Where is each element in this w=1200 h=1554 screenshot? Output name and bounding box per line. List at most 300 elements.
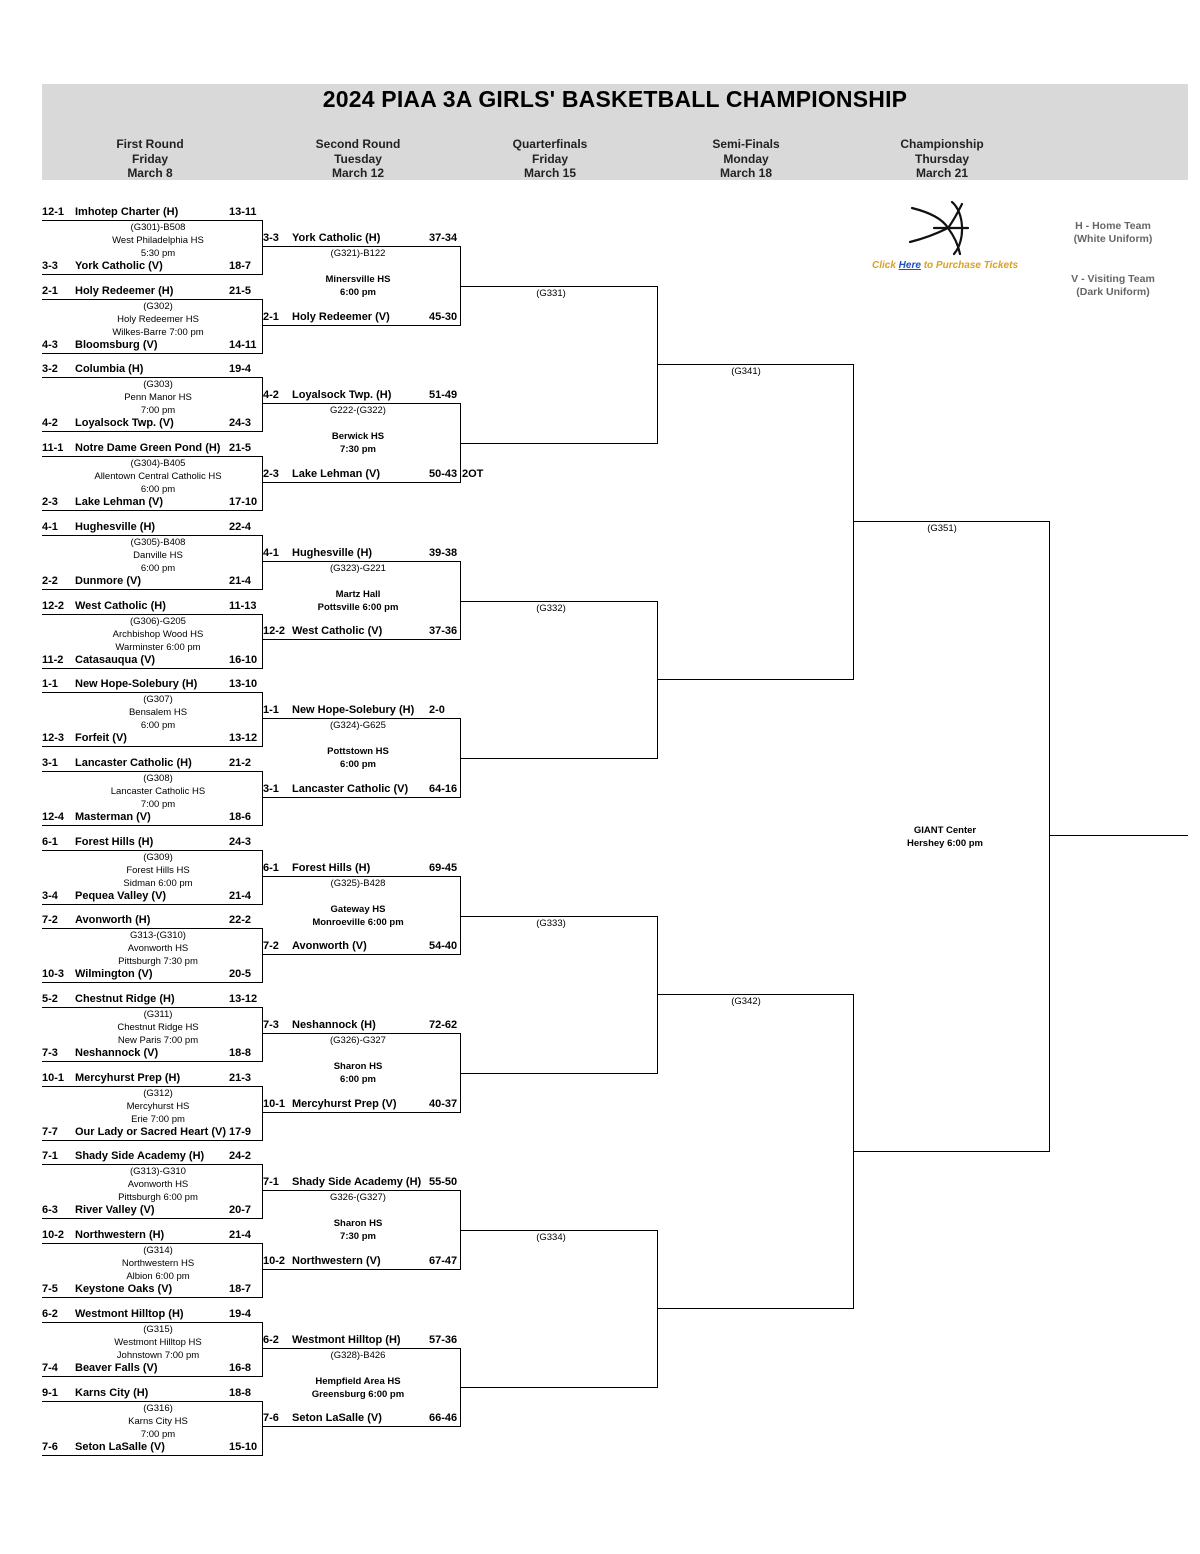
first-round-bottom-team [42,732,262,746]
semifinal-game-id: (G341) [731,366,761,377]
team-record: 22-2 [229,914,252,927]
round-header-name: Quarterfinals [512,137,588,151]
second-round-site: Pottsville 6:00 pm [317,601,399,613]
team-name: West Catholic (H) [75,599,166,612]
seed-label: 11-1 [42,442,64,455]
seed-label: 6-1 [42,835,58,848]
team-name: Wilmington (V) [75,968,153,981]
quarterfinal-game-id: (G334) [536,1232,566,1244]
first-round-top-team [42,1387,262,1401]
team-name: Notre Dame Green Pond (H) [75,442,221,455]
round-header-name: Semi-Finals [712,137,780,151]
team-record: 14-11 [229,338,257,351]
semifinal-bottom-line [657,1308,853,1309]
second-round-site: 6:00 pm [340,759,376,771]
seed-label: 2-3 [42,496,58,509]
team-name: Forfeit (V) [75,732,127,745]
quarterfinal-game-id: (G331) [536,288,566,299]
first-round-game-info: Allentown Central Catholic HS [94,471,222,483]
first-round-game-info: (G309) [143,851,173,863]
first-round-bottom-team [42,1204,262,1218]
first-round-connector [262,771,263,826]
first-round-bottom-line [42,1218,262,1219]
second-round-bottom-line [263,1426,460,1427]
quarterfinal-top-line [460,286,657,287]
team-record: 13-12 [229,732,258,745]
team-record: 66-46 [429,1412,458,1425]
first-round-bottom-line [42,1297,262,1298]
team-name: Pequea Valley (V) [75,889,167,902]
team-name: Westmont Hilltop (H) [75,1307,184,1320]
team-record: 15-10 [229,1440,258,1453]
team-name: Avonworth (H) [75,914,151,927]
second-round-bottom-line [263,1112,460,1113]
team-record: 20-5 [229,968,252,981]
second-round-game-id: (G328)-B426 [330,1349,386,1361]
tickets-suffix: to Purchase Tickets [920,260,1019,271]
quarterfinal-bottom-line [460,443,657,444]
quarterfinal-connector [657,601,658,759]
first-round-bottom-line [42,1140,262,1141]
seed-label: 6-2 [263,1333,279,1346]
seed-label: 7-7 [42,1125,58,1138]
team-record: 67-47 [429,1254,458,1267]
first-round-game-info: (G303) [143,379,173,391]
first-round-game-info: Forest Hills HS [126,864,190,876]
first-round-game-info: Karns City HS [128,1415,188,1427]
round-header [278,137,438,181]
quarterfinal-connector [657,286,658,444]
second-round-bottom-line [263,797,460,798]
semifinal-game-id: (G342) [731,995,761,1007]
seed-label: 7-5 [42,1283,58,1296]
seed-label: 4-2 [42,417,58,430]
first-round-connector [262,1243,263,1298]
team-name: Bloomsburg (V) [75,338,158,351]
team-name: Mercyhurst Prep (H) [75,1071,181,1084]
team-name: Northwestern (V) [292,1254,381,1267]
first-round-game-info: Mercyhurst HS [126,1100,190,1112]
second-round-bottom-team [263,940,460,954]
venue-time: Hershey 6:00 pm [906,838,984,849]
seed-label: 7-2 [42,914,58,927]
first-round-game-info: Sidman 6:00 pm [123,877,193,889]
legend-home-uniform: (White Uniform) [1073,233,1153,245]
second-round-site: Berwick HS [331,431,385,443]
second-round-game-id: (G324)-G625 [330,720,386,732]
team-record: 17-10 [229,496,258,509]
first-round-game-info: (G301)-B508 [130,222,186,233]
first-round-game-info: Pittsburgh 7:30 pm [118,956,198,968]
seed-label: 6-1 [263,861,279,874]
second-round-top-team [263,862,460,876]
first-round-game-info: Archbishop Wood HS [112,628,204,640]
team-record: 24-3 [229,835,252,848]
final-top-line [853,521,1049,522]
second-round-site: Hempfield Area HS [315,1375,401,1387]
seed-label: 7-4 [42,1361,58,1374]
first-round-game-info: Chestnut Ridge HS [117,1022,199,1033]
tickets-link[interactable]: Here [898,260,921,271]
round-header-day: Monday [723,151,769,166]
second-round-bottom-line [263,639,460,640]
team-record: 54-40 [429,940,458,953]
round-header-name: Championship [900,137,984,151]
final-bottom-line [853,1151,1049,1152]
team-record: 50-43 [429,467,458,480]
round-header-date: March 15 [523,166,577,180]
first-round-game-info: (G307) [143,694,173,706]
second-round-top-team [263,1176,460,1190]
round-header-date: March 18 [719,166,773,180]
team-name: Lake Lehman (V) [292,467,381,480]
round-header-date: March 12 [331,166,385,180]
second-round-top-team [263,1019,460,1033]
team-record: 24-3 [229,417,252,430]
team-record: 72-62 [429,1019,458,1031]
seed-label: 7-6 [42,1440,58,1453]
first-round-connector [262,220,263,275]
tickets-prefix: Click [871,260,899,271]
team-name: Chestnut Ridge (H) [75,993,175,1005]
seed-label: 10-3 [42,968,65,981]
first-round-top-team [42,678,262,692]
first-round-top-team [42,206,262,220]
team-name: Forest Hills (H) [75,835,154,848]
team-record: 21-5 [229,442,252,455]
team-name: Hughesville (H) [292,546,373,559]
first-round-game-info: (G313)-G310 [130,1166,186,1178]
seed-label: 3-2 [42,363,58,376]
first-round-top-team [42,442,262,456]
team-name: New Hope-Solebury (H) [75,678,198,691]
seed-label: 7-1 [42,1150,58,1163]
first-round-bottom-team [42,654,262,668]
first-round-connector [262,1086,263,1141]
team-name: Shady Side Academy (H) [75,1150,205,1163]
second-round-site: 7:30 pm [340,1231,376,1243]
team-record: 39-38 [429,546,458,559]
team-record: 16-8 [229,1361,252,1374]
first-round-game-info: G313-(G310) [130,930,186,942]
seed-label: 10-2 [263,1254,286,1267]
seed-label: 3-3 [263,232,279,244]
first-round-top-team [42,757,262,771]
first-round-game-info: Pittsburgh 6:00 pm [118,1192,198,1204]
team-name: York Catholic (H) [292,232,381,244]
quarterfinal-bottom-line [460,1073,657,1074]
quarterfinal-game-id: (G333) [536,917,566,929]
first-round-game-info: 7:00 pm [140,405,176,417]
second-round-site: 7:30 pm [340,444,376,456]
first-round-top-team [42,600,262,614]
first-round-bottom-team [42,1126,262,1140]
second-round-bottom-line [263,1269,460,1270]
seed-label: 12-1 [42,206,65,218]
second-round-site: Minersville HS [325,274,391,285]
final-game-id: (G351) [927,523,957,534]
second-round-site: 6:00 pm [340,287,376,298]
first-round-bottom-line [42,589,262,590]
round-header-date: March 8 [127,166,173,180]
first-round-top-team [42,1072,262,1086]
first-round-bottom-team [42,1362,262,1376]
first-round-bottom-team [42,339,262,353]
team-record: 37-34 [429,232,458,244]
seed-label: 10-1 [42,1071,65,1084]
first-round-game-info: (G316) [143,1402,173,1414]
first-round-top-team [42,914,262,928]
second-round-site: Monroeville 6:00 pm [312,916,404,928]
first-round-bottom-team [42,417,262,431]
second-round-bottom-team [263,1255,460,1269]
round-header-date: March 21 [915,166,969,180]
first-round-bottom-team [42,811,262,825]
quarterfinal-bottom-line [460,1387,657,1388]
round-header [666,137,826,181]
championship-venue [870,824,1020,850]
first-round-top-team [42,285,262,299]
team-record: 21-2 [229,756,252,769]
first-round-connector [262,299,263,354]
second-round-bottom-team [263,783,460,797]
second-round-bottom-team [263,625,460,639]
first-round-game-info: 7:00 pm [140,1428,176,1440]
team-record: 45-30 [429,310,458,323]
team-record: 18-8 [229,1386,252,1399]
second-round-game-id: G222-(G322) [330,405,386,417]
round-header-day: Tuesday [334,151,382,166]
first-round-bottom-line [42,982,262,983]
team-record: 18-7 [229,1283,252,1296]
second-round-site: Pottstown HS [327,746,389,758]
team-record: 16-10 [229,653,258,666]
first-round-game-info: Danville HS [133,549,183,561]
seed-label: 7-2 [263,940,279,953]
seed-label: 3-3 [42,260,58,272]
team-name: Columbia (H) [75,363,144,376]
quarterfinal-bottom-line [460,758,657,759]
team-record: 22-4 [229,520,252,533]
seed-label: 11-2 [42,653,64,666]
first-round-bottom-line [42,1376,262,1377]
first-round-bottom-line [42,510,262,511]
seed-label: 12-2 [42,599,65,612]
first-round-bottom-line [42,431,262,432]
team-name: Lancaster Catholic (H) [75,756,192,769]
team-record: 64-16 [429,782,458,795]
second-round-top-team [263,547,460,561]
team-name: Karns City (H) [75,1386,149,1399]
team-name: Holy Redeemer (H) [75,284,174,297]
first-round-game-info: (G304)-B405 [130,458,186,470]
first-round-top-team [42,521,262,535]
first-round-game-info: Avonworth HS [127,943,189,955]
first-round-connector [262,456,263,511]
first-round-top-team [42,363,262,377]
team-name: Dunmore (V) [75,574,141,587]
first-round-bottom-team [42,1441,262,1455]
team-name: Catasauqua (V) [75,653,156,666]
second-round-bottom-team [263,311,460,325]
first-round-game-info: Johnstown 7:00 pm [116,1349,200,1361]
team-record: 18-7 [229,260,252,272]
seed-label: 9-1 [42,1386,58,1399]
round-header-name: Second Round [315,137,401,151]
team-record: 20-7 [229,1204,252,1217]
team-name: Imhotep Charter (H) [75,206,179,218]
round-header-day: Friday [531,151,568,166]
venue-name: GIANT Center [913,825,977,836]
legend-visiting-uniform: (Dark Uniform) [1076,286,1150,298]
first-round-game-info: Bensalem HS [128,707,188,719]
team-name: Lancaster Catholic (V) [292,782,409,795]
first-round-bottom-line [42,825,262,826]
team-record: 21-5 [229,284,252,297]
first-round-bottom-team [42,968,262,982]
first-round-connector [262,377,263,432]
second-round-bottom-team [263,1412,460,1426]
first-round-bottom-team [42,260,262,274]
team-record: 21-4 [229,889,252,902]
team-record: 17-9 [229,1125,252,1138]
team-record: 37-36 [429,625,458,638]
team-record: 18-8 [229,1047,252,1059]
seed-label: 4-2 [263,389,279,402]
first-round-game-info: Lancaster Catholic HS [110,785,206,797]
seed-label: 3-4 [42,889,58,902]
team-name: Westmont Hilltop (H) [292,1333,401,1346]
first-round-bottom-team [42,1283,262,1297]
second-round-game-id: G326-(G327) [330,1192,386,1204]
first-round-bottom-team [42,890,262,904]
seed-label: 7-3 [263,1019,279,1031]
seed-label: 4-1 [42,520,58,533]
team-name: Forest Hills (H) [292,861,371,874]
first-round-connector [262,850,263,905]
first-round-connector [262,692,263,747]
team-record: 51-49 [429,389,458,402]
team-record: 21-3 [229,1071,252,1084]
team-name: Hughesville (H) [75,520,156,533]
first-round-bottom-line [42,274,262,275]
first-round-game-info: (G302) [143,300,173,312]
seed-label: 4-3 [42,338,58,351]
first-round-game-info: Albion 6:00 pm [126,1271,190,1283]
first-round-game-info: Penn Manor HS [124,392,192,404]
first-round-game-info: 7:00 pm [140,798,176,810]
seed-label: 3-1 [263,782,279,795]
second-round-game-id: (G325)-B428 [330,877,386,889]
round-header-name: First Round [116,137,184,151]
first-round-top-team [42,836,262,850]
team-name: Loyalsock Twp. (V) [75,417,174,430]
first-round-bottom-line [42,904,262,905]
first-round-game-info: Erie 7:00 pm [131,1113,185,1125]
team-name: Keystone Oaks (V) [75,1283,173,1296]
round-header-day: Thursday [914,151,969,166]
second-round-top-team [263,1334,460,1348]
seed-label: 7-1 [263,1176,279,1189]
first-round-top-team [42,993,262,1007]
first-round-game-info: (G314) [143,1245,173,1257]
team-record: 21-4 [229,1229,252,1242]
semifinal-top-line [657,364,853,365]
first-round-game-info: (G305)-B408 [130,536,186,548]
team-name: Holy Redeemer (V) [292,310,390,323]
first-round-top-team [42,1229,262,1243]
team-record: 55-50 [429,1176,458,1189]
seed-label: 1-1 [42,678,58,691]
first-round-bottom-team [42,1047,262,1061]
first-round-bottom-team [42,575,262,589]
seed-label: 5-2 [42,993,58,1005]
seed-label: 12-4 [42,810,65,823]
team-record: 24-2 [229,1150,252,1163]
first-round-game-info: Northwestern HS [121,1258,195,1270]
first-round-game-info: (G306)-G205 [130,615,186,627]
first-round-game-info: 6:00 pm [140,484,176,496]
seed-label: 12-3 [42,732,65,745]
quarterfinal-top-line [460,916,657,917]
purchase-tickets-note [860,260,1030,271]
quarterfinal-top-line [460,1230,657,1231]
team-name: Neshannock (H) [292,1019,376,1031]
team-record: 18-6 [229,810,252,823]
first-round-game-info: 6:00 pm [140,720,176,732]
page-title: 2024 PIAA 3A GIRLS' BASKETBALL CHAMPIONSHIP [322,86,908,112]
second-round-top-team [263,704,460,718]
first-round-connector [262,1164,263,1219]
first-round-bottom-line [42,668,262,669]
first-round-game-info: (G315) [143,1323,173,1335]
second-round-site: 6:00 pm [340,1074,376,1085]
second-round-top-team [263,232,460,246]
seed-label: 6-2 [42,1307,58,1320]
second-round-site: Sharon HS [333,1061,383,1072]
legend-home-label: H - Home Team [1075,220,1151,232]
first-round-connector [262,614,263,669]
second-round-bottom-line [263,482,460,483]
second-round-game-id: (G321)-B122 [330,248,386,259]
team-record: 19-4 [229,363,252,376]
second-round-site: Sharon HS [333,1218,383,1230]
round-header [862,137,1022,181]
first-round-game-info: (G308) [143,772,173,784]
team-name: Seton LaSalle (V) [292,1412,382,1425]
second-round-game-id: (G323)-G221 [330,562,386,574]
game-note: 2OT [462,467,484,480]
quarterfinal-connector [657,916,658,1074]
legend-home [1058,220,1168,246]
first-round-connector [262,1007,263,1062]
team-name: Our Lady or Sacred Heart (V) [75,1125,226,1138]
team-name: New Hope-Solebury (H) [292,704,415,717]
round-header-day: Friday [131,151,168,166]
team-record: 13-10 [229,678,258,691]
first-round-game-info: West Philadelphia HS [112,235,204,246]
first-round-game-info: (G311) [143,1009,173,1020]
team-name: Lake Lehman (V) [75,496,164,509]
first-round-bottom-line [42,1061,262,1062]
seed-label: 1-1 [263,704,279,717]
final-connector [1049,521,1050,1152]
first-round-game-info: Holy Redeemer HS [117,313,199,325]
first-round-top-team [42,1308,262,1322]
semifinal-top-line [657,994,853,995]
second-round-site: Gateway HS [330,903,386,915]
legend-visiting-label: V - Visiting Team [1071,273,1155,285]
